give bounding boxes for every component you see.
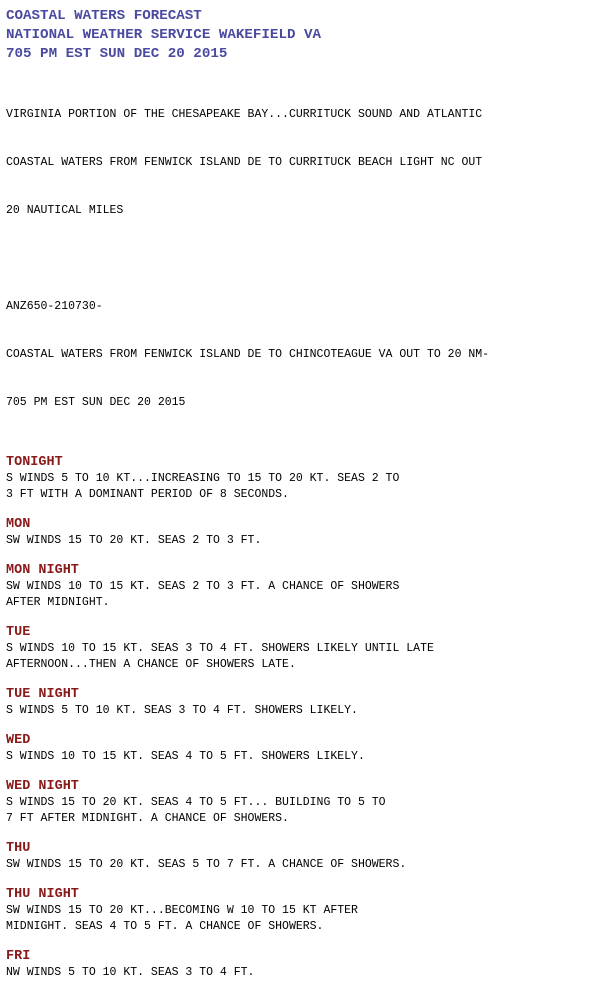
area-line: COASTAL WATERS FROM FENWICK ISLAND DE TO CURRITUCK BEACH LIGHT NC OUT: [6, 156, 483, 169]
forecast-periods: [6, 455, 602, 981]
period-title: TONIGHT: [6, 455, 63, 470]
forecast-period: [6, 841, 602, 873]
forecast-period: [6, 455, 602, 503]
period-text: S WINDS 5 TO 10 KT...INCREASING TO 15 TO 20 KT. SEAS 2 TO: [6, 472, 400, 485]
period-title: THU: [6, 841, 31, 856]
forecast-period: [6, 687, 602, 719]
period-title: TUE NIGHT: [6, 687, 79, 702]
forecast-header: [6, 7, 602, 64]
zone-issued-time: 705 PM EST SUN DEC 20 2015: [6, 396, 186, 409]
forecast-period: [6, 517, 602, 549]
period-title: WED: [6, 733, 31, 748]
period-text: S WINDS 5 TO 10 KT. SEAS 3 TO 4 FT. SHOWERS LIKELY.: [6, 704, 358, 717]
header-issued-time: 705 PM EST SUN DEC 20 2015: [6, 46, 228, 62]
zone-code: ANZ650-210730-: [6, 300, 103, 313]
area-line: 20 NAUTICAL MILES: [6, 204, 124, 217]
period-text: SW WINDS 15 TO 20 KT. SEAS 5 TO 7 FT. A CHANCE OF SHOWERS.: [6, 858, 407, 871]
period-text: AFTERNOON...THEN A CHANCE OF SHOWERS LATE.: [6, 658, 296, 671]
forecast-period: [6, 625, 602, 673]
period-title: MON: [6, 517, 31, 532]
forecast-period: [6, 563, 602, 611]
period-text: SW WINDS 15 TO 20 KT...BECOMING W 10 TO 15 KT AFTER: [6, 904, 358, 917]
period-text: NW WINDS 5 TO 10 KT. SEAS 3 TO 4 FT.: [6, 966, 255, 979]
period-text: S WINDS 10 TO 15 KT. SEAS 4 TO 5 FT. SHOWERS LIKELY.: [6, 750, 365, 763]
period-text: S WINDS 15 TO 20 KT. SEAS 4 TO 5 FT... BUILDING TO 5 TO: [6, 796, 386, 809]
period-title: MON NIGHT: [6, 563, 79, 578]
forecast-period: [6, 779, 602, 827]
forecast-period: [6, 949, 602, 981]
forecast-page: [6, 0, 602, 981]
zone-name: COASTAL WATERS FROM FENWICK ISLAND DE TO CHINCOTEAGUE VA OUT TO 20 NM-: [6, 348, 490, 361]
header-office: NATIONAL WEATHER SERVICE WAKEFIELD VA: [6, 27, 322, 43]
header-title: COASTAL WATERS FORECAST: [6, 8, 202, 24]
period-text: SW WINDS 10 TO 15 KT. SEAS 2 TO 3 FT. A CHANCE OF SHOWERS: [6, 580, 400, 593]
forecast-period: [6, 733, 602, 765]
period-text: AFTER MIDNIGHT.: [6, 596, 110, 609]
area-description: [6, 75, 602, 251]
forecast-period: [6, 887, 602, 935]
period-text: 7 FT AFTER MIDNIGHT. A CHANCE OF SHOWERS.: [6, 812, 289, 825]
zone-block: [6, 267, 602, 443]
period-title: WED NIGHT: [6, 779, 79, 794]
period-title: TUE: [6, 625, 31, 640]
period-text: SW WINDS 15 TO 20 KT. SEAS 2 TO 3 FT.: [6, 534, 262, 547]
period-text: 3 FT WITH A DOMINANT PERIOD OF 8 SECONDS.: [6, 488, 289, 501]
period-text: MIDNIGHT. SEAS 4 TO 5 FT. A CHANCE OF SHOWERS.: [6, 920, 324, 933]
period-title: FRI: [6, 949, 31, 964]
period-title: THU NIGHT: [6, 887, 79, 902]
period-text: S WINDS 10 TO 15 KT. SEAS 3 TO 4 FT. SHOWERS LIKELY UNTIL LATE: [6, 642, 434, 655]
area-line: VIRGINIA PORTION OF THE CHESAPEAKE BAY...CURRITUCK SOUND AND ATLANTIC: [6, 108, 483, 121]
